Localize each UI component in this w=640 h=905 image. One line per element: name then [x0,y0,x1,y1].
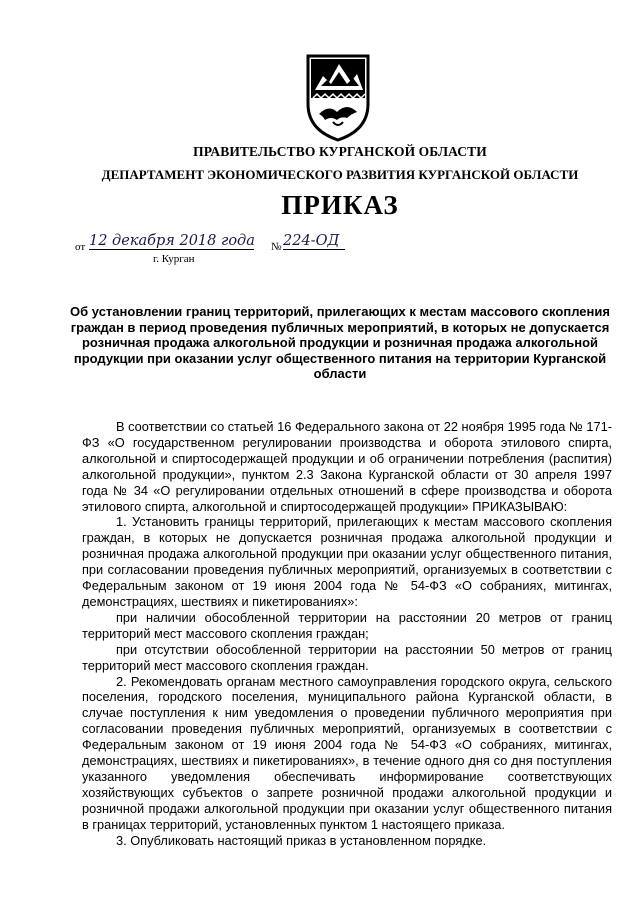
date-number-line [75,233,405,272]
city-name: г. Курган [153,253,195,265]
document-type-heading: ПРИКАЗ [281,190,399,220]
item-1-paragraph: 1. Установить границы территорий, прилегающих к местам массового скопления граждан, в которых не допускается розничная продажа алкогольной продукции и розничная продажа алкогольной продукции при оказании услуг общественного питания, при согласовании проведения публичных мероприятий, организуемых в соответствии с Федеральным законом от 19 июня 2004 года № 54-ФЗ «О собраниях, митингах, демонстрациях, шествиях и пикетированиях»: [82,514,612,609]
item-3-paragraph: 3. Опубликовать настоящий приказ в установленном порядке. [116,832,487,848]
coat-of-arms-emblem [303,52,373,142]
organization-name: ПРАВИТЕЛЬСТВО КУРГАНСКОЙ ОБЛАСТИ [193,144,487,159]
document-title: Об установлении границ территорий, прилегающих к местам массового скопления граждан в период проведения публичных мероприятий, в которых не допускается розничная продажа алкогольной продукции и розничная продажа алкогольной продукции при оказании услуг общественного питания на территории Курганской области [70,304,610,382]
item-1b-paragraph: при отсутствии обособленной территории на расстоянии 50 метров от границ территорий мест массового скопления граждан. [82,641,612,673]
number-label: № [271,241,282,253]
item-1a-paragraph: при наличии обособленной территории на расстоянии 20 метров от границ территорий мест массового скопления граждан; [82,609,612,641]
intro-paragraph: В соответствии со статьей 16 Федерального закона от 22 ноября 1995 года № 171-ФЗ «О государственном регулировании производства и оборота этилового спирта, алкогольной и спиртосодержащей продукции и об ограничении потребления (распития) алкогольной продукции», пунктом 2.3 Закона Курганской области от 30 апреля 1997 года № 34 «О регулировании отдельных отношений в сфере производства и оборота этилового спирта, алкогольной и спиртосодержащей продукции» ПРИКАЗЫВАЮ: [82,419,612,514]
order-number: 224-ОД [283,233,345,250]
department-name: ДЕПАРТАМЕНТ ЭКОНОМИЧЕСКОГО РАЗВИТИЯ КУРГАНСКОЙ ОБЛАСТИ [101,167,579,182]
date-value: 12 декабря 2018 года [89,233,255,249]
document-body [82,419,612,848]
date-label: от [75,241,86,253]
item-2-paragraph: 2. Рекомендовать органам местного самоуправления городского округа, сельского поселения, городского поселения, муниципального района Курганской области, в случае поступления к ним уведомления о проведении публичного мероприятия при согласовании проведения публичных мероприятий, организуемых в соответствии с Федеральным законом от 19 июня 2004 года № 54-ФЗ «О собраниях, митингах, демонстрациях, шествиях и пикетированиях», в течение одного дня со дня поступления указанного уведомления обеспечивать информирование соответствующих хозяйствующих субъектов о запрете розничной продажи алкогольной продукции и розничной продажи алкогольной продукции при оказании услуг общественного питания в границах территорий, установленных пунктом 1 настоящего приказа. [82,673,612,832]
